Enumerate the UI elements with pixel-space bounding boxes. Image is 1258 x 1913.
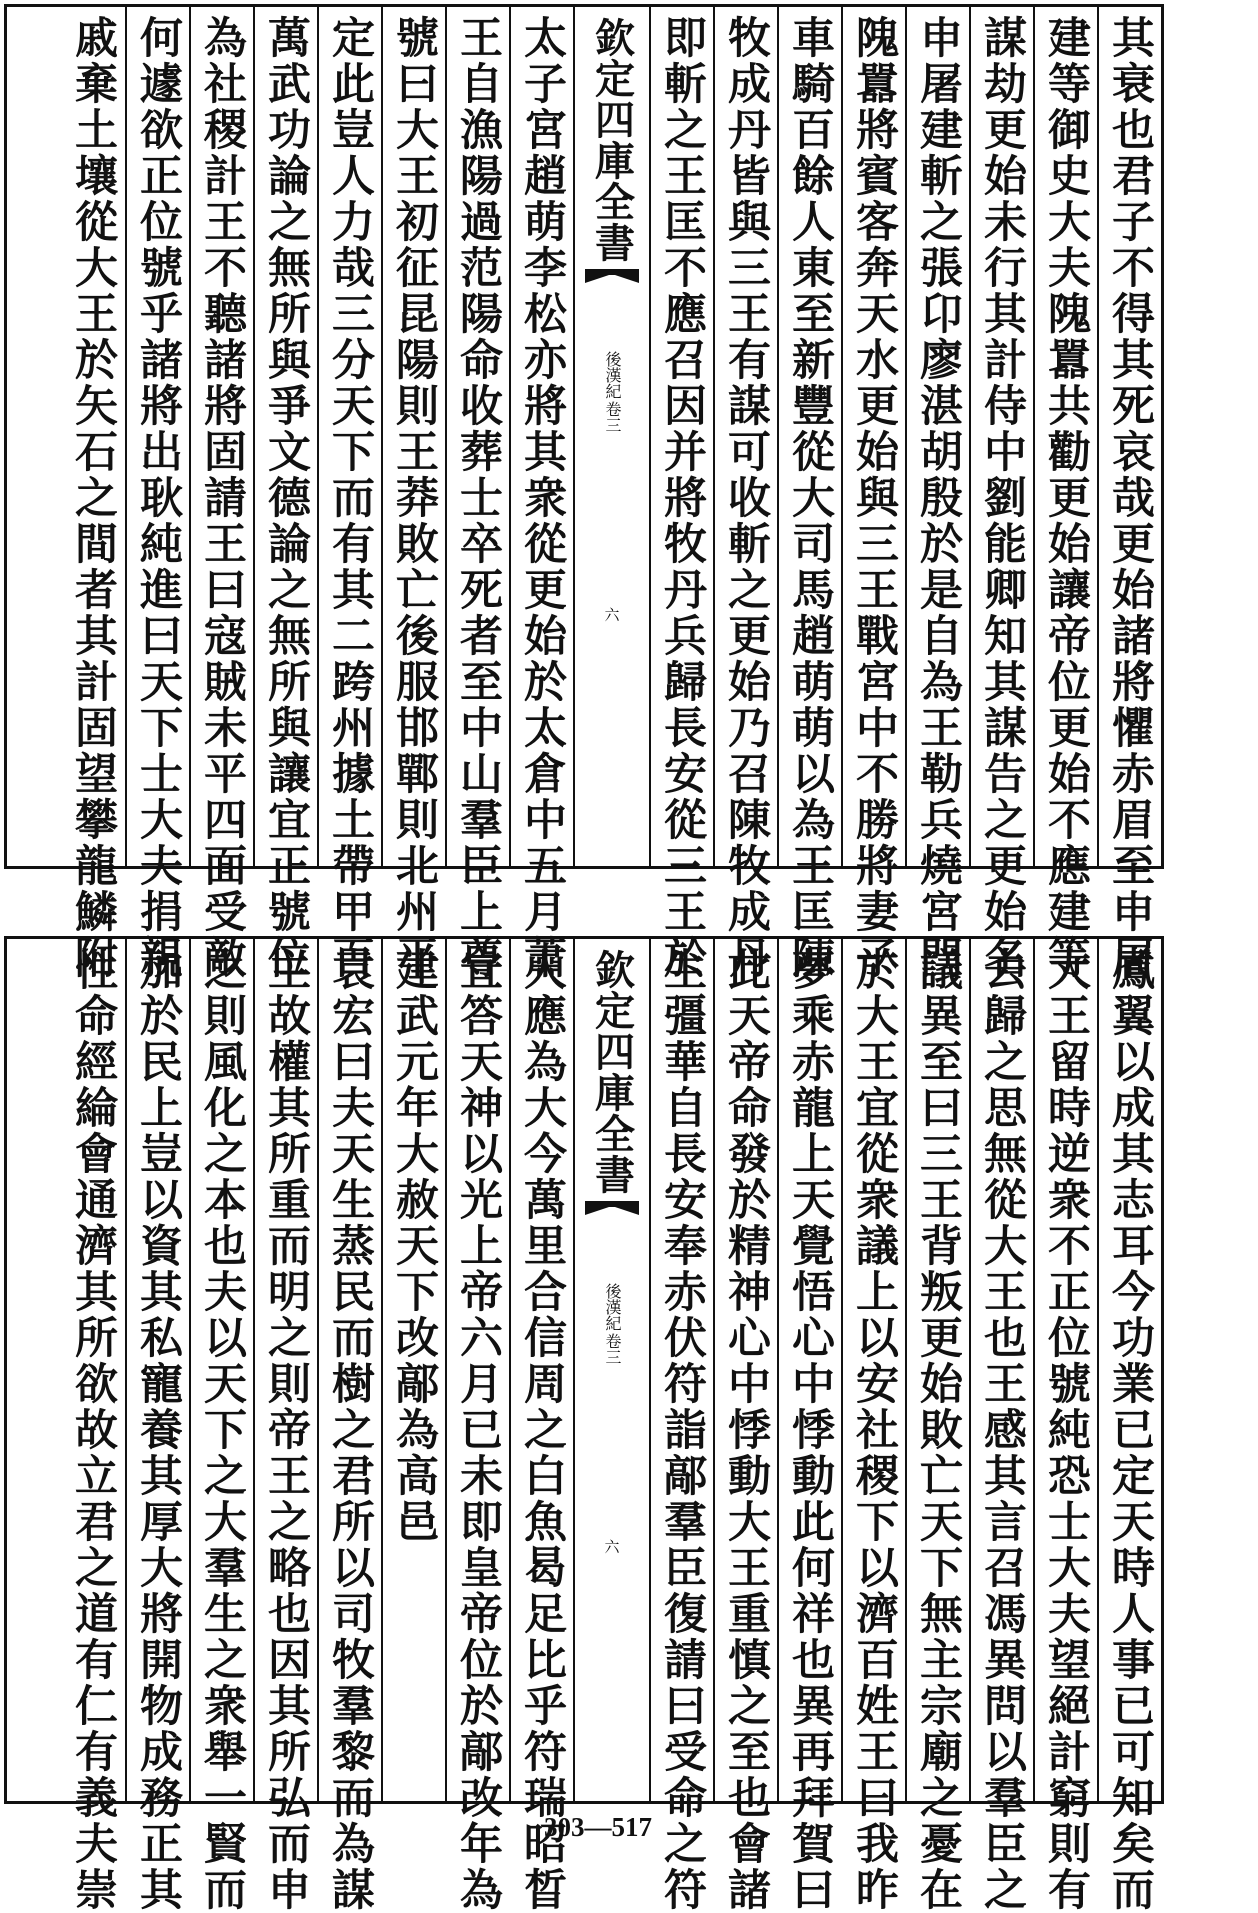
text-column [125,939,189,1913]
column-text: 即斬之王匡不應召因并將牧丹兵歸長安從三王於 [657,15,707,981]
folio-number: 六 [602,1539,621,1554]
text-column [381,7,445,981]
column-text: 戚棄土壤從大王於矢石之間者其計固望攀龍鱗附 [68,15,118,981]
text-column [841,939,905,1913]
text-column [841,7,905,981]
book-title: 後漢紀 [603,1283,622,1331]
text-column [317,7,381,981]
text-column [445,7,509,981]
column-text: 號曰大王初征昆陽則王莽敗亡後服邯鄲則北州平 [389,15,439,981]
book-info [603,1283,621,1365]
text-column [1033,7,1097,981]
text-column [905,939,969,1913]
column-text: 袁宏曰夫天生蒸民而樹之君所以司牧羣黎而為謀 [325,947,375,1913]
text-column [253,7,317,981]
column-text: 大王留時逆衆不正位號純恐士大夫望絕計窮則有 [1041,947,1091,1913]
text-column [381,939,445,1801]
book-title: 後漢紀 [603,351,622,399]
text-column [1033,939,1097,1913]
volume-label: 卷三 [603,401,622,433]
text-column [777,7,841,981]
column-text: 宜答天神以光上帝六月已未即皇帝位於鄗改年為 [453,947,503,1913]
column-text: 主故權其所重而明之則帝王之略也因其所弘而申 [261,947,311,1913]
text-column [713,939,777,1913]
text-column [509,7,573,981]
text-column [61,939,125,1913]
column-text: 建等御史大夫隗囂共勸更始讓帝位更始不應建等 [1041,15,1091,981]
column-text: 申屠建斬之張卬廖湛胡殷於是自為王勒兵燒宮門 [913,15,963,981]
text-column [317,939,381,1913]
fishtail-ornament [585,269,639,283]
column-text: 隗囂將賓客奔天水更始與三王戰宮中不勝將妻子 [849,15,899,981]
column-text: 夢乘赤龍上天覺悟心中悸動此何祥也異再拜賀曰 [785,947,835,1913]
top-page-block [4,4,1164,981]
text-column [1097,7,1161,981]
column-text: 鳳翼以成其志耳今功業已定天時人事已可知矣而 [1105,947,1155,1913]
text-column [713,7,777,981]
column-text: 建武元年大赦天下改鄗為高邑 [389,947,439,1545]
text-column [969,939,1033,1913]
page-number: 303—517 [544,1812,652,1842]
text-column [509,939,573,1913]
folio-number: 六 [602,607,621,622]
book-info [603,351,621,433]
column-text: 生彊華自長安奉赤伏符詣鄗羣臣復請曰受命之符 [657,947,707,1913]
text-column [125,7,189,981]
text-column [189,939,253,1913]
text-column [445,939,509,1913]
column-text: 定此豈人力哉三分天下而有其二跨州據土帶甲百 [325,15,375,981]
volume-label: 卷三 [603,1333,622,1365]
column-text: 萬武功論之無所與爭文德論之無所與讓宜正號位 [261,15,311,981]
text-column [61,7,125,981]
fishtail-ornament [585,1201,639,1215]
text-column [905,7,969,981]
column-text: 此天帝命發於精神心中悸動大王重慎之至也會諸 [721,947,771,1913]
column-text: 加於民上豈以資其私寵養其厚大將開物成務正其 [133,947,183,1913]
column-text: 性命經綸會通濟其所欲故立君之道有仁有義夫崇 [68,947,118,1913]
column-text: 於大王宜從衆議上以安社稷下以濟百姓王曰我昨 [849,947,899,1913]
column-text: 王自漁陽過范陽命收葬士卒死者至中山羣臣上尊 [453,15,503,981]
column-text: 之則風化之本也夫以天下之大羣生之衆舉一賢而 [197,947,247,1913]
column-text: 為社稷計王不聽諸將固請王曰寇賊未平四面受敵 [197,15,247,981]
text-column [649,939,713,1913]
text-column [253,939,317,1913]
column-text: 何遽欲正位號乎諸將出耿純進曰天下士大夫捐親 [133,15,183,981]
text-column [649,7,713,981]
center-fold [573,939,649,1801]
column-text: 車騎百餘人東至新豐從大司馬趙萌萌以為王匡陳 [785,15,835,981]
column-text: 謀劫更始未行其計侍中劉能卿知其謀告之更始名 [977,15,1027,981]
column-text: 去歸之思無從大王也王感其言召馮異問以羣臣之 [977,947,1027,1913]
collection-title: 欽定四庫全書 [588,17,636,263]
column-text: 太子宮趙萌李松亦將其衆從更始於太倉中五月蕭 [517,15,567,981]
text-column [969,7,1033,981]
collection-title: 欽定四庫全書 [588,949,636,1195]
column-text: 議異至曰三王背叛更始敗亡天下無主宗廟之憂在 [913,947,963,1913]
column-text: 其衰也君子不得其死哀哉更始諸將懼赤眉至申屠 [1105,15,1155,981]
text-column [1097,939,1161,1913]
text-column [777,939,841,1913]
text-column [189,7,253,981]
center-fold [573,7,649,866]
column-text: 人應為大今萬里合信周之白魚曷足比乎符瑞昭晳 [517,947,567,1913]
column-text: 牧成丹皆與三王有謀可收斬之更始乃召陳牧成丹 [721,15,771,981]
